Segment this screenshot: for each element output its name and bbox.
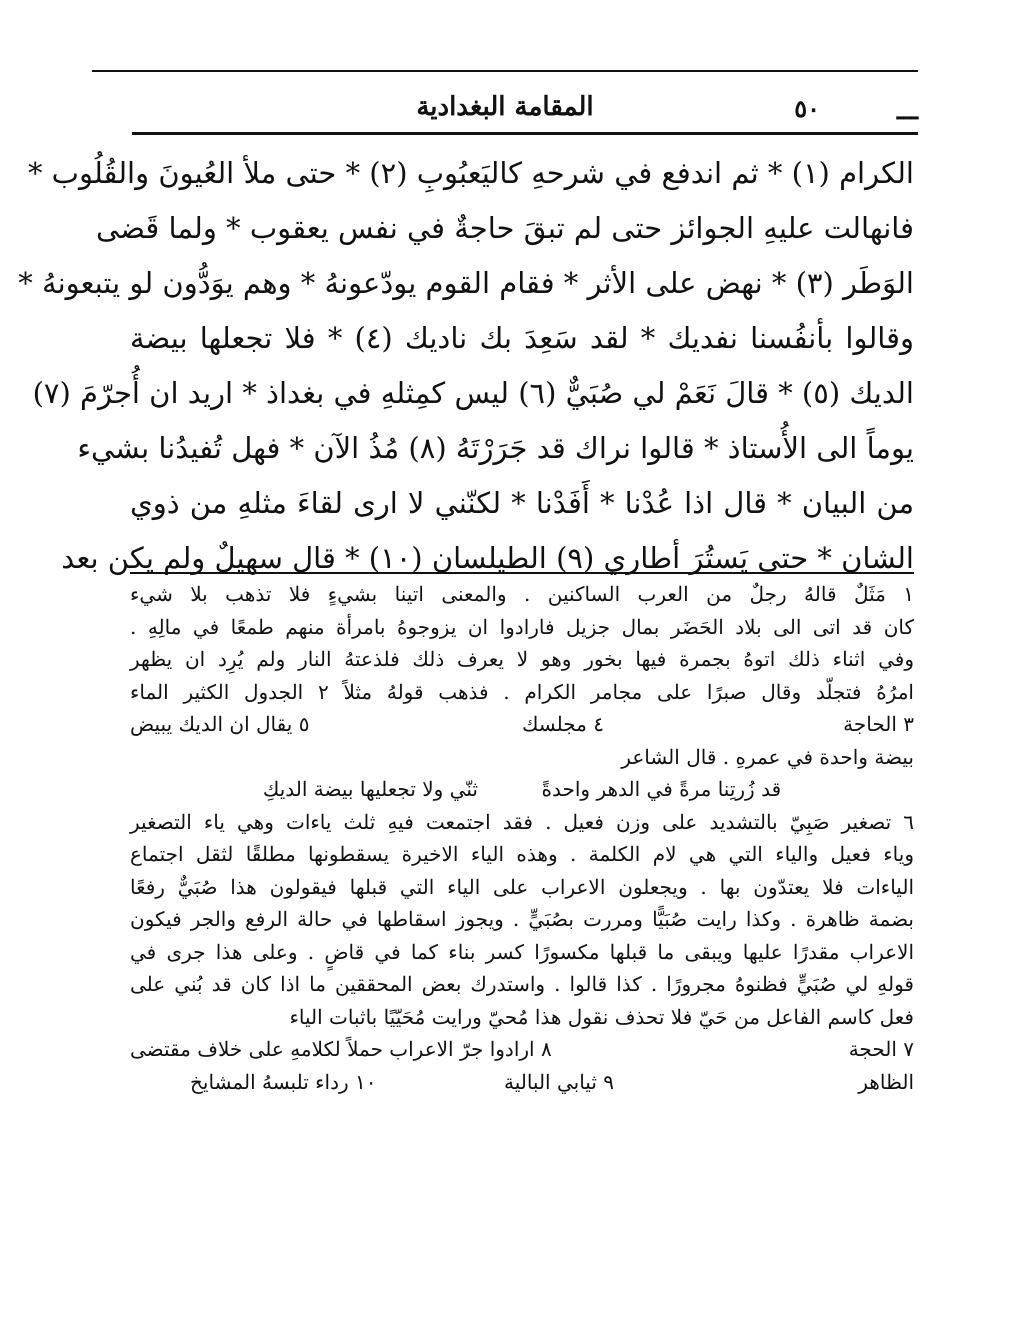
main-line: الوَطَر (٣) * نهض على الأثر * فقام القوم يودّعونهُ * وهم يوَدُّون لو يتبعونهُ * <box>18 266 914 300</box>
footnote-9: ٩ ثيابي البالية <box>503 1069 614 1094</box>
footnote-7: ٧ الحجة <box>848 1037 914 1061</box>
main-line: الديك (٥) * قالَ نَعَمْ لي صُبَيٌّ (٦) ليس كمِثلهِ في بغداذ * اريد ان أُجرّمَ (٧) <box>32 376 914 410</box>
footnote-line: ١ مَثَلٌ قالهُ رجلٌ من العرب الساكنين . والمعنى اتينا بشيءٍ فلا تذهب بلا شيء <box>130 582 914 606</box>
main-line: يوماً الى الأُستاذ * قالوا نراك قد جَرَرْتَهُ (٨) مُذُ الآن * فهل تُفيدُنا بشيء <box>77 431 914 465</box>
footnote-line: بضمة ظاهرة . وكذا رايت صُبَيًّا ومررت بصُبَيٍّ . ويجوز اسقاطها في حالة الرفع والجر فيكون <box>130 907 914 931</box>
footnotes <box>130 578 914 1098</box>
header-rule <box>132 132 918 135</box>
running-title: المقامة البغدادية <box>416 92 594 122</box>
footnote-4: ٤ مجلسك <box>521 712 604 736</box>
footnote-10: ١٠ رداء تلبسهُ المشايخ <box>190 1069 377 1094</box>
main-line: وقالوا بأنفُسنا نفديك * لقد سَعِدَ بك ناديك (٤) * فلا تجعلها بيضة <box>130 321 914 355</box>
footnote-line: الاعراب مقدرًا عليها ويبقى ما قبلها مكسورًا كسر بناء كما في قاضٍ . وعلى هذا جرى في <box>130 939 914 964</box>
footnote-line: كان قد اتى الى بلاد الحَضَر بمال جزيل فارادوا ان يزوجوهُ بامرأة منهم طمعًا في مالِهِ . <box>130 614 914 639</box>
main-line: الشان * حتى يَستُرَ أطاري (٩) الطيلسان (١٠) * قال سهيلٌ ولم يكن بعد <box>61 541 914 575</box>
main-line: فانهالت عليهِ الجوائز حتى لم تبقَ حاجةٌ في نفس يعقوب * ولما قَضى <box>96 211 914 245</box>
header-dash: ـــ <box>896 96 918 125</box>
book-page <box>18 70 918 1250</box>
footnote-line: بيضة واحدة في عمرهِ . قال الشاعر <box>621 744 914 769</box>
footnote-line: امرُهُ فتجلّد وقال صبرًا على مجامر الكرام . فذهب قولهُ مثلاً ٢ الجدول الكثير الماء <box>130 679 914 704</box>
footnote-line: فعل كاسم الفاعل من حَيّ فلا تحذف نقول هذا مُحيّ ورايت مُحَيّيًا باثبات الياء <box>289 1004 914 1029</box>
footnote-5: ٥ يقال ان الديك يبيض <box>130 712 310 736</box>
footnote-8: ٨ ارادوا جرّ الاعراب حملاً لكلامهِ على خلاف مقتضى <box>130 1037 552 1061</box>
main-line: من البيان * قال اذا عُدْنا * أَفَدْنا * لكنّني لا ارى لقاءَ مثلهِ من ذوي <box>130 486 914 520</box>
footnote-8-cont: الظاهر <box>858 1069 914 1094</box>
footnote-line: وياء فعيل والياء التي هي لام الكلمة . وهذه الياء الاخيرة يسقطونها مطلقًا لثقل اجتماع <box>130 842 914 866</box>
footnote-row-7-8 <box>130 1033 914 1066</box>
main-text <box>18 146 914 586</box>
footnote-3: ٣ الحاجة <box>843 712 914 736</box>
footnote-line: ٦ تصغير صَبِيّ بالتشديد على وزن فعيل . فقد اجتمعت فيهِ ثلث ياءات وهي ياء التصغير <box>130 809 914 834</box>
footnote-line: قولهِ لي صُبَيٍّ فظنوهُ مجرورًا . كذا قالوا . واستدرك بعض المحققين ما اذا كان قد بُني على <box>130 972 914 996</box>
top-border <box>92 70 918 72</box>
footnote-row-3-5 <box>130 708 914 741</box>
footnotes-rule <box>130 572 914 574</box>
page-header <box>92 92 918 132</box>
page-number: ٥٠ <box>794 94 820 123</box>
footnote-line: الياءات فلا يعتدّون بها . ويجعلون الاعراب على الياء التي قبلها فيقولون هذا صُبَيٌّ رفعًا <box>130 874 914 899</box>
footnote-row-9-10 <box>130 1066 914 1099</box>
main-line: الكرام (١) * ثم اندفع في شرحهِ كاليَعبُوبِ (٢) * حتى ملأ العُيونَ والقُلُوب * <box>27 156 914 190</box>
footnote-line: وفي اثناء ذلك اتوهُ بجمرة فيها بخور وهو لا يعرف ذلك فلذعتهُ النار ولم يُرِد ان يظهر <box>130 647 914 671</box>
verse-line: قد زُرتِنا مرةً في الدهر واحدةً ثنّي ولا تجعليها بيضة الديكِ <box>262 777 782 801</box>
